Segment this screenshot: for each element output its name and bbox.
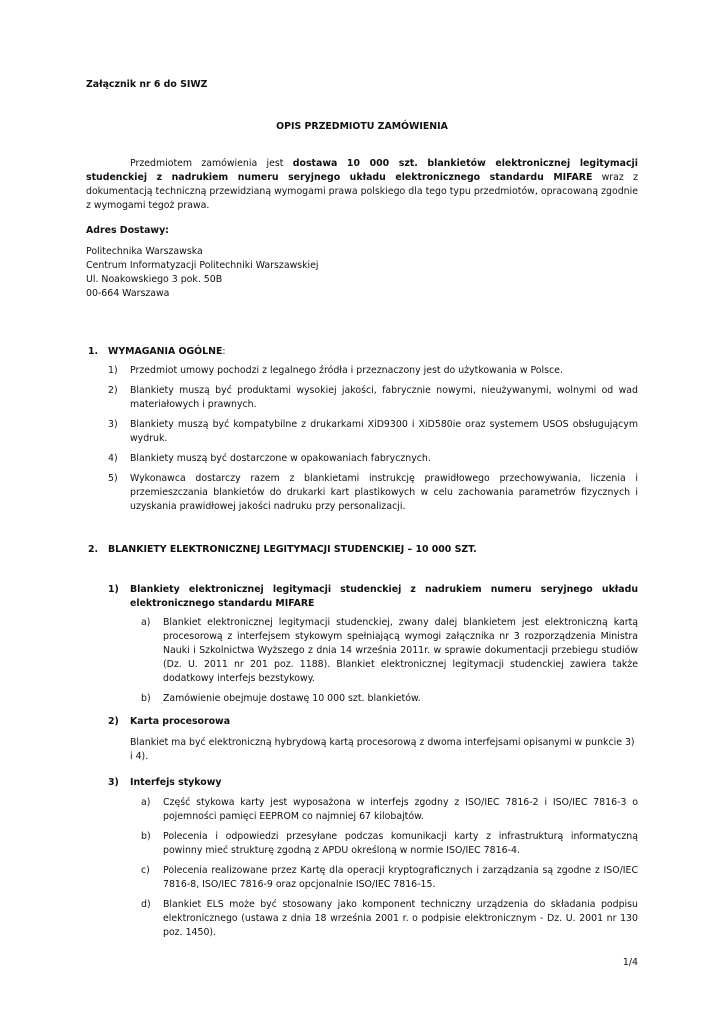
list-item-text: Blankiety muszą być kompatybilne z drukarkami XiD9300 i XiD580ie oraz systemem USOS obsługującym wydruk. bbox=[130, 419, 638, 444]
list-item-text: Blankiet elektronicznej legitymacji studenckiej, zwany dalej blankietem jest elektroniczną kartą procesorową z interfejsem stykowym spełniającą wymogi załącznika nr 3 rozporządzenia Ministra Nauki i Szkolnictwa Wyższego z dnia 14 września 2011r. w sprawie dokumentacji przebiegu studiów (Dz. U. 2011 nr 201 poz. 1188). Blankiet elektronicznej legitymacji studenckiej zawiera także dodatkowy interfejs bezstykowy. bbox=[163, 617, 638, 684]
sub1-list bbox=[141, 616, 638, 706]
list-item-letter: c) bbox=[141, 865, 150, 876]
list-item bbox=[141, 864, 638, 892]
list-item-text: Blankiety muszą być dostarczone w opakowaniach fabrycznych. bbox=[130, 453, 431, 464]
section1-colon: : bbox=[222, 346, 226, 357]
list-item-text: Zamówienie obejmuje dostawę 10 000 szt. blankietów. bbox=[163, 693, 421, 704]
section1-heading bbox=[108, 345, 226, 359]
page-title: OPIS PRZEDMIOTU ZAMÓWIENIA bbox=[276, 121, 448, 132]
list-item-text: Blankiety muszą być produktami wysokiej jakości, fabrycznie nowymi, nieużywanymi, wolnymi od wad materiałowych i prawnych. bbox=[130, 385, 638, 410]
intro-rest: wraz z dokumentacją techniczną przewidzianą wymogami prawa polskiego dla tego typu przedmiotów, opracowaną zgodnie z wymogami tegoż prawa. bbox=[86, 172, 638, 211]
list-item-text: Polecenia i odpowiedzi przesyłane podczas komunikacji karty z infrastrukturą informatyczną powinny mieć strukturę zgodną z APDU określoną w normie ISO/IEC 7816-4. bbox=[163, 831, 638, 856]
section2-number: 2. bbox=[88, 544, 99, 555]
list-item-letter: a) bbox=[141, 797, 151, 808]
address-line: Ul. Noakowskiego 3 pok. 50B bbox=[86, 274, 223, 285]
address-block bbox=[86, 245, 319, 301]
list-item-number: 1) bbox=[108, 365, 118, 376]
address-heading: Adres Dostawy: bbox=[86, 225, 169, 236]
list-item bbox=[108, 418, 638, 446]
list-item bbox=[141, 692, 638, 706]
page-number: 1/4 bbox=[622, 957, 638, 968]
sub2-title: Karta procesorowa bbox=[130, 716, 231, 727]
list-item-letter: b) bbox=[141, 693, 151, 704]
list-item-text: Polecenia realizowane przez Kartę dla operacji kryptograficznych i zarządzania są zgodne z ISO/IEC 7816-8, ISO/IEC 7816-9 oraz opcjonalnie ISO/IEC 7816-15. bbox=[163, 865, 638, 890]
section2-title: BLANKIETY ELEKTRONICZNEJ LEGITYMACJI STUDENCKIEJ – 10 000 SZT. bbox=[108, 544, 477, 555]
attachment-label: Załącznik nr 6 do SIWZ bbox=[86, 79, 208, 90]
sub3-title: Interfejs stykowy bbox=[130, 777, 222, 788]
sub2-number: 2) bbox=[108, 716, 119, 727]
list-item-text: Część stykowa karty jest wyposażona w interfejs zgodny z ISO/IEC 7816-2 i ISO/IEC 7816-3 o pojemności pamięci EEPROM co najmniej 67 kilobajtów. bbox=[163, 797, 638, 822]
address-line: Politechnika Warszawska bbox=[86, 246, 203, 257]
intro-lead: Przedmiotem zamówienia jest bbox=[130, 158, 293, 169]
list-item-number: 3) bbox=[108, 419, 118, 430]
section1-number: 1. bbox=[88, 346, 99, 357]
list-item bbox=[108, 384, 638, 412]
list-item-letter: b) bbox=[141, 831, 151, 842]
sub3-list bbox=[141, 796, 638, 940]
list-item-number: 5) bbox=[108, 473, 118, 484]
list-item bbox=[108, 452, 638, 466]
list-item bbox=[141, 898, 638, 940]
list-item-letter: d) bbox=[141, 899, 151, 910]
list-item bbox=[141, 830, 638, 858]
sub2-text: Blankiet ma być elektroniczną hybrydową kartą procesorową z dwoma interfejsami opisanymi w punkcie 3) i 4). bbox=[130, 737, 635, 762]
list-item-text: Blankiet ELS może być stosowany jako komponent techniczny urządzenia do składania podpisu elektronicznego (ustawa z dnia 18 września 2001 r. o podpisie elektronicznym - Dz. U. 2001 nr 130 poz. 1450). bbox=[163, 899, 638, 938]
sub3-number: 3) bbox=[108, 777, 119, 788]
list-item-number: 4) bbox=[108, 453, 118, 464]
list-item-text: Przedmiot umowy pochodzi z legalnego źródła i przeznaczony jest do użytkowania w Polsce. bbox=[130, 365, 563, 376]
address-line: 00-664 Warszawa bbox=[86, 288, 170, 299]
list-item bbox=[108, 472, 638, 514]
list-item bbox=[141, 796, 638, 824]
list-item bbox=[108, 364, 638, 378]
list-item-letter: a) bbox=[141, 617, 151, 628]
list-item-text: Wykonawca dostarczy razem z blankietami instrukcję prawidłowego przechowywania, liczenia i przemieszczania blankietów do drukarki kart plastikowych w celu zachowania parametrów fizycznych i uzyskania prawidłowej jakości nadruku przy personalizacji. bbox=[130, 473, 638, 512]
list-item bbox=[141, 616, 638, 686]
sub1-title: Blankiety elektronicznej legitymacji studenckiej z nadrukiem numeru seryjnego układu elektronicznego standardu MIFARE bbox=[130, 584, 638, 609]
section1-title: WYMAGANIA OGÓLNE bbox=[108, 346, 223, 357]
section1-list bbox=[108, 364, 638, 514]
address-line: Centrum Informatyzacji Politechniki Warszawskiej bbox=[86, 260, 319, 271]
sub1-number: 1) bbox=[108, 584, 119, 595]
intro-paragraph bbox=[86, 157, 638, 213]
list-item-number: 2) bbox=[108, 385, 118, 396]
intro-bold: dostawa 10 000 szt. blankietów elektronicznej legitymacji studenckiej z nadrukiem numeru seryjnego układu elektronicznego standardu MIFARE bbox=[86, 158, 638, 183]
